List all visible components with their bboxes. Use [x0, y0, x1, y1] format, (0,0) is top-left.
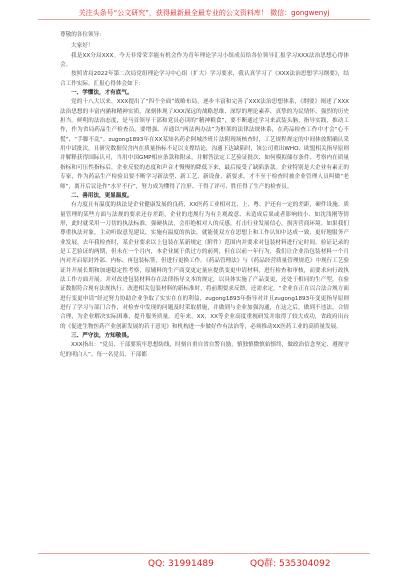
salutation: 尊敬的各位领导：	[60, 32, 105, 38]
section-body-1: 党的十八大以来，XXX提出了“四个全面”战略布局，逐步丰富和完善了XXX法治思想体系，《纲要》阐述了XXX法治思想的丰富内涵和精神实质，深刻体现了XXX深远的战略思维、深厚的理论素养、真挚的为民情怀、强烈的历史担当。鲜明的法治态度，是马首领导干部和党员必读的“精神粮食”，要不断通过学习来武装头脑，指导实践，推动工作，作为省局药品生产检查员，要增强、弄通以“两法两办法”为框架的法律法规体系，在药品检查工作中才会“心不慌”，“手脚不乱”。zugong1893年在XX某知名药企阿城沙班片法附现场核查时，工艺规程规定的中间体放期确认采用中试批次，且研究数据仅含内在质量指标不足以支撑结论，沟通下达缺陷时，该公司重出WHO、欧盟相关指导原则并解释获得国际认可，当用中国GMP相应条款和附录，并解答法定工艺验证批次、如何模拟储存条件、考察内在质量指标和可压性指标后，企业反驳的态度和声音才慢慢的降低下来，最后接受了缺陷条款。企业特别是大企业有素正的专家，作为药品生产检验员要不断学习新法型、新工艺、新设备、新要求，才不至于检查时被企业管理人员叫做“老师”，离开后议论作“水平不行”，努力成为懂得了注形、干得了评可、胜任得了生产的检查员。	[60, 99, 349, 190]
section-title-2: 二、善用法，更显温度。	[71, 192, 133, 199]
header-promo-text: 关注头条号“公文研究”，获得最新最全最专业的公文资料库！ 微信：gongwenyj	[78, 9, 330, 17]
section-body-3: XXX指出：“党员、干部要筑牢思想防线，时刻自重自省自警自励，慎独慎微慎始慎终，做政治信念坚定、遵规守纪的明白人”。每一名党员、干部都	[60, 342, 349, 358]
footer-qq: QQ: 31991489	[148, 559, 214, 569]
footer-qq-group: QQ群: 535304092	[250, 559, 331, 569]
greeting: 大家好！	[71, 43, 94, 50]
page-header	[0, 0, 408, 20]
page-footer	[0, 553, 408, 580]
section-body-2: 有力度且有温度的执法是企业健康发展的良药，XX医药工业相对北、上、粤、沪还有一定的差距，硬件设施、质量管理的某些方面与法规的要求还存差距，企业的违规行为有主观故意、未造成后果或者影响较小、如沈浅刚等情形，此时就采用一刀切的执法标准，强硬执法，会拒绝相对人的反感，打击行业发展信心，损害营商环境。如果我们尊重执法对象，主动听取意见建议，实施有温度的执法，就能使双方在思想上和工作认知中达成一致，更好地服务产业发展。去年我检查时，某企业要求以上包装在某新规定（附件）范围内并要求对包装材料进行定时间。验证记录的是工艺验证的两期，但未在一个月内，本企业属于供过方的前列，但在以前一年行为，我们让企业沿包装材料一个月内对开启原封外部、内标、再包装标签，但进行更换工作。《药品管理法》与《药品经营质量管理规范》中现行工艺验证并开展长期和加速稳定性考察，原辅料的生产商变更定量应提供变更申请材料，进行检查和审核，而要求向行政执法工作方面开展。并对改进包装材料存在法律指导文本的规定，以具体实施了产品变更，还处于相同的生产型，在验证数据符合现有法规执行。改进相关包装材料的新标准时，将前期要求反馈，还需求定，“企业在正在以合法合规方面进行变更申请”经过努力协助企业争取了实实在在的利益，zugong1893年指导对并且zugong1893年变更指导原则进行了学习与部门合作，对检查中发现的问题及时采取措施，并做到与企业加强沟通，在这之后，做到不违法、合情合理，为企业解决实际困难，提升服务质量。近年来，XX、XX等企业高度重视研发并取得了较大成功，省政府出台的《促进生物医药产业创新发展的若干意见》和机构进一步做好作有法治等，必须推动XX医药工业的高质量发展。	[60, 202, 349, 330]
intro-paragraph-2: 按照省局2022年第二次局党组理论学习中心组（扩大）学习要求，我认真学习了《XXX法治思想学习纲要》，结合工作实际。汇报心得体会如下：	[60, 71, 349, 87]
footer-divider	[38, 553, 370, 554]
section-title-3: 三、严守法，方知敬畏。	[71, 333, 133, 339]
section-title-1: 一、学懂法，才有底气。	[71, 90, 133, 97]
document-body	[60, 31, 349, 360]
intro-paragraph-1: 我是XX分局XXX。今天非常荣幸能有机会作为青年理论学习小组成员给各位领导汇报学习XXX法治思想心得体会。	[60, 52, 349, 69]
header-divider	[38, 19, 370, 20]
